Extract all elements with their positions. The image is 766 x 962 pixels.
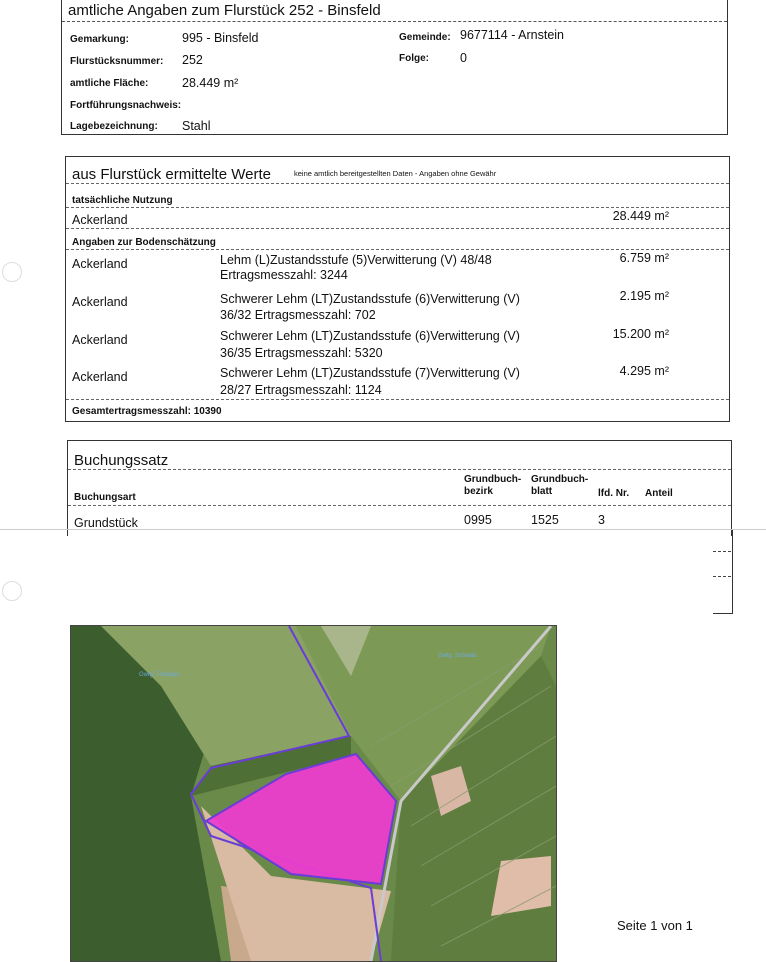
booking-box [67, 440, 732, 536]
folge-label: Folge: [399, 53, 429, 64]
fragment-line [713, 576, 731, 577]
fragment-line [732, 530, 733, 614]
row-buchungsart: Grundstück [74, 516, 138, 530]
official-data-title: amtliche Angaben zum Flurstück 252 - Binsfeld [62, 0, 727, 22]
flaeche-label: amtliche Fläche: [70, 78, 149, 89]
official-data-box [61, 0, 728, 135]
gemarkung-label: Gemarkung: [70, 34, 129, 45]
col-buchungsart: Buchungsart [74, 492, 136, 503]
boden-row-desc: Lehm (L)Zustandsstufe (5)Verwitterung (V) 48/48 [220, 253, 492, 267]
col-bezirk-1: Grundbuch- [464, 474, 522, 485]
gemarkung-value: 995 - Binsfeld [182, 31, 259, 45]
boden-row-desc: Schwerer Lehm (LT)Zustandsstufe (6)Verwitterung (V) [220, 329, 520, 343]
fragment-line [713, 551, 731, 552]
boden-row-name: Ackerland [72, 295, 128, 309]
derived-values-title: aus Flurstück ermittelte Werte [72, 166, 271, 183]
row-lfd: 3 [598, 513, 605, 527]
map-label-left: Gwlg. Tränigau [139, 672, 180, 678]
lage-label: Lagebezeichnung: [70, 121, 158, 132]
disclaimer-note: keine amtlich bereitgestellten Daten - Angaben ohne Gewähr [294, 169, 497, 178]
gesamtertrag: Gesamtertragsmesszahl: 10390 [72, 406, 222, 417]
boden-row-desc2: 36/35 Ertragsmesszahl: 5320 [220, 346, 383, 360]
punch-hole [2, 581, 22, 601]
gemeinde-label: Gemeinde: [399, 32, 451, 43]
col-anteil: Anteil [645, 488, 673, 499]
boden-row-desc2: 36/32 Ertragsmesszahl: 702 [220, 308, 376, 322]
nutzung-name: Ackerland [72, 213, 128, 227]
boden-row-desc: Schwerer Lehm (LT)Zustandsstufe (7)Verwitterung (V) [220, 366, 520, 380]
lage-value: Stahl [182, 119, 211, 133]
row-bezirk: 0995 [464, 513, 492, 527]
fragment-line [713, 613, 733, 614]
boden-row-area: 15.200 m² [612, 327, 669, 341]
col-bezirk-2: bezirk [464, 486, 493, 497]
flurstuecksnummer-label: Flurstücksnummer: [70, 56, 164, 67]
fortfuehrung-label: Fortführungsnachweis: [70, 100, 182, 111]
boden-row-area: 2.195 m² [619, 289, 669, 303]
boden-row-area: 4.295 m² [619, 364, 669, 378]
boden-row-name: Ackerland [72, 257, 128, 271]
flaeche-value: 28.449 m² [182, 76, 239, 90]
punch-hole [2, 262, 22, 282]
col-blatt-1: Grundbuch- [531, 474, 589, 485]
flurstuecksnummer-value: 252 [182, 53, 203, 67]
map-label-right: Gwlg. Schwab. [438, 653, 479, 659]
gemeinde-value: 9677114 - Arnstein [460, 28, 565, 42]
aerial-map [70, 625, 557, 962]
boden-header: Angaben zur Bodenschätzung [72, 237, 216, 248]
boden-row-desc2: 28/27 Ertragsmesszahl: 1124 [220, 383, 382, 397]
folge-value: 0 [460, 51, 467, 65]
scan-edge [0, 529, 766, 530]
col-blatt-2: blatt [531, 486, 553, 497]
col-lfd: lfd. Nr. [598, 488, 630, 499]
derived-values-box [65, 156, 730, 422]
page-number: Seite 1 von 1 [617, 918, 693, 933]
boden-row-name: Ackerland [72, 333, 128, 347]
boden-row-name: Ackerland [72, 370, 128, 384]
booking-title: Buchungssatz [74, 452, 169, 469]
boden-row-desc: Schwerer Lehm (LT)Zustandsstufe (6)Verwitterung (V) [220, 292, 520, 306]
nutzung-area: 28.449 m² [612, 209, 669, 223]
row-blatt: 1525 [531, 513, 559, 527]
boden-row-area: 6.759 m² [619, 251, 669, 265]
boden-row-desc2: Ertragsmesszahl: 3244 [220, 268, 348, 282]
nutzung-header: tatsächliche Nutzung [72, 195, 173, 206]
